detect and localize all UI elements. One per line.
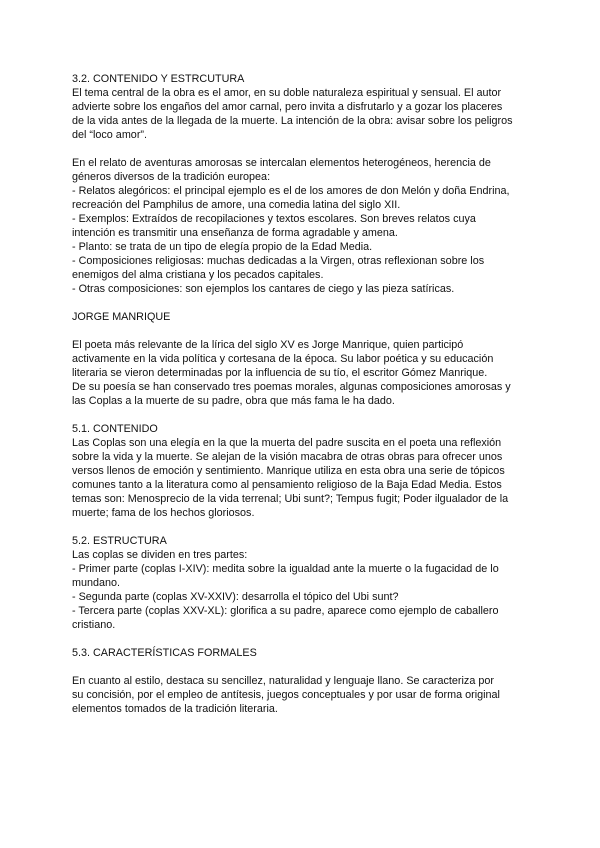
list-item-continuation: enemigos del alma cristiana y los pecados capitales.: [72, 269, 324, 281]
paragraph-line: muerte; fama de los hechos gloriosos.: [72, 507, 255, 519]
list-item: - Tercera parte (coplas XXV-XL): glorifica a su padre, aparece como ejemplo de caballero: [72, 605, 499, 617]
list-item: - Otras composiciones: son ejemplos los cantares de ciego y las pieza satíricas.: [72, 283, 455, 295]
section-heading: 5.2. ESTRUCTURA: [72, 535, 167, 547]
paragraph-line: De su poesía se han conservado tres poemas morales, algunas composiciones amorosas y: [72, 381, 511, 393]
paragraph-line: sobre la vida y la muerte. Se alejan de la visión macabra de otras obras para ofrecer unos: [72, 451, 503, 463]
paragraph-line: En cuanto al estilo, destaca su sencillez, naturalidad y lenguaje llano. Se caracteriza por: [72, 675, 494, 687]
list-item: - Planto: se trata de un tipo de elegía propio de la Edad Media.: [72, 241, 373, 253]
paragraph-line: del “loco amor”.: [72, 129, 148, 141]
list-item-continuation: recreación del Pamphilus de amore, una comedia latina del siglo XII.: [72, 199, 401, 211]
paragraph-gap: [72, 520, 532, 534]
list-item: - Composiciones religiosas: muchas dedicadas a la Virgen, otras reflexionan sobre los: [72, 255, 485, 267]
paragraph-gap: [72, 408, 532, 422]
section-heading: JORGE MANRIQUE: [72, 311, 171, 323]
list-item-continuation: mundano.: [72, 577, 121, 589]
section-heading: 5.1. CONTENIDO: [72, 423, 158, 435]
paragraph-gap: [72, 142, 532, 156]
paragraph-gap: [72, 324, 532, 338]
section-relato-aventuras: [72, 156, 532, 296]
list-item: - Primer parte (coplas I-XIV): medita sobre la igualdad ante la muerte o la fugacidad de lo: [72, 563, 499, 575]
paragraph-line: versos llenos de emoción y sentimiento. Manrique utiliza en esta obra una serie de tópicos: [72, 465, 505, 477]
list-item-continuation: intención es transmitir una enseñanza de forma agradable y amena.: [72, 227, 398, 239]
section-heading: 5.3. CARACTERÍSTICAS FORMALES: [72, 647, 257, 659]
list-item: - Exemplos: Extraídos de recopilaciones y textos escolares. Son breves relatos cuya: [72, 213, 476, 225]
section-contenido-estructura: [72, 72, 532, 142]
paragraph-line: En el relato de aventuras amorosas se intercalan elementos heterogéneos, herencia de: [72, 157, 491, 169]
paragraph-line: las Coplas a la muerte de su padre, obra que más fama le ha dado.: [72, 395, 395, 407]
paragraph-line: Las Coplas son una elegía en la que la muerta del padre suscita en el poeta una reflexión: [72, 437, 502, 449]
paragraph-line: su concisión, por el empleo de antítesis, juegos conceptuales y por usar de forma original: [72, 689, 500, 701]
paragraph-line: literaria se vieron determinadas por la influencia de su tío, el escritor Gómez Manrique.: [72, 367, 488, 379]
section-caracteristicas-title: [72, 646, 532, 660]
document-page: [72, 72, 532, 716]
section-estructura: [72, 534, 532, 632]
paragraph-line: activamente en la vida política y cortesana de la época. Su labor poética y su educación: [72, 353, 494, 365]
list-item: - Segunda parte (coplas XV-XXIV): desarrolla el tópico del Ubi sunt?: [72, 591, 399, 603]
section-caracteristicas-body: [72, 674, 532, 716]
section-heading: 3.2. CONTENIDO Y ESTRCUTURA: [72, 73, 245, 85]
paragraph-line: temas son: Menosprecio de la vida terrenal; Ubi sunt?; Tempus fugit; Poder ilgualador de la: [72, 493, 509, 505]
paragraph-gap: [72, 660, 532, 674]
section-contenido: [72, 422, 532, 520]
paragraph-line: elementos tomados de la tradición literaria.: [72, 703, 278, 715]
paragraph-gap: [72, 296, 532, 310]
paragraph-line: El poeta más relevante de la lírica del siglo XV es Jorge Manrique, quien participó: [72, 339, 464, 351]
paragraph-line: de la vida antes de la llegada de la muerte. La intención de la obra: avisar sobre los peligros: [72, 115, 513, 127]
paragraph-line: géneros diversos de la tradición europea:: [72, 171, 271, 183]
paragraph-line: El tema central de la obra es el amor, en su doble naturaleza espiritual y sensual. El autor: [72, 87, 502, 99]
paragraph-line: comunes tanto a la literatura como al pensamiento religioso de la Baja Edad Media. Estos: [72, 479, 502, 491]
paragraph-line: Las coplas se dividen en tres partes:: [72, 549, 248, 561]
list-item: - Relatos alegóricos: el principal ejemplo es el de los amores de don Melón y doña Endrina,: [72, 185, 510, 197]
section-jorge-manrique-intro: [72, 338, 532, 408]
section-jorge-manrique-title: [72, 310, 532, 324]
list-item-continuation: cristiano.: [72, 619, 116, 631]
paragraph-line: advierte sobre los engaños del amor carnal, pero invita a disfrutarlo y a gozar los placeres: [72, 101, 503, 113]
paragraph-gap: [72, 632, 532, 646]
